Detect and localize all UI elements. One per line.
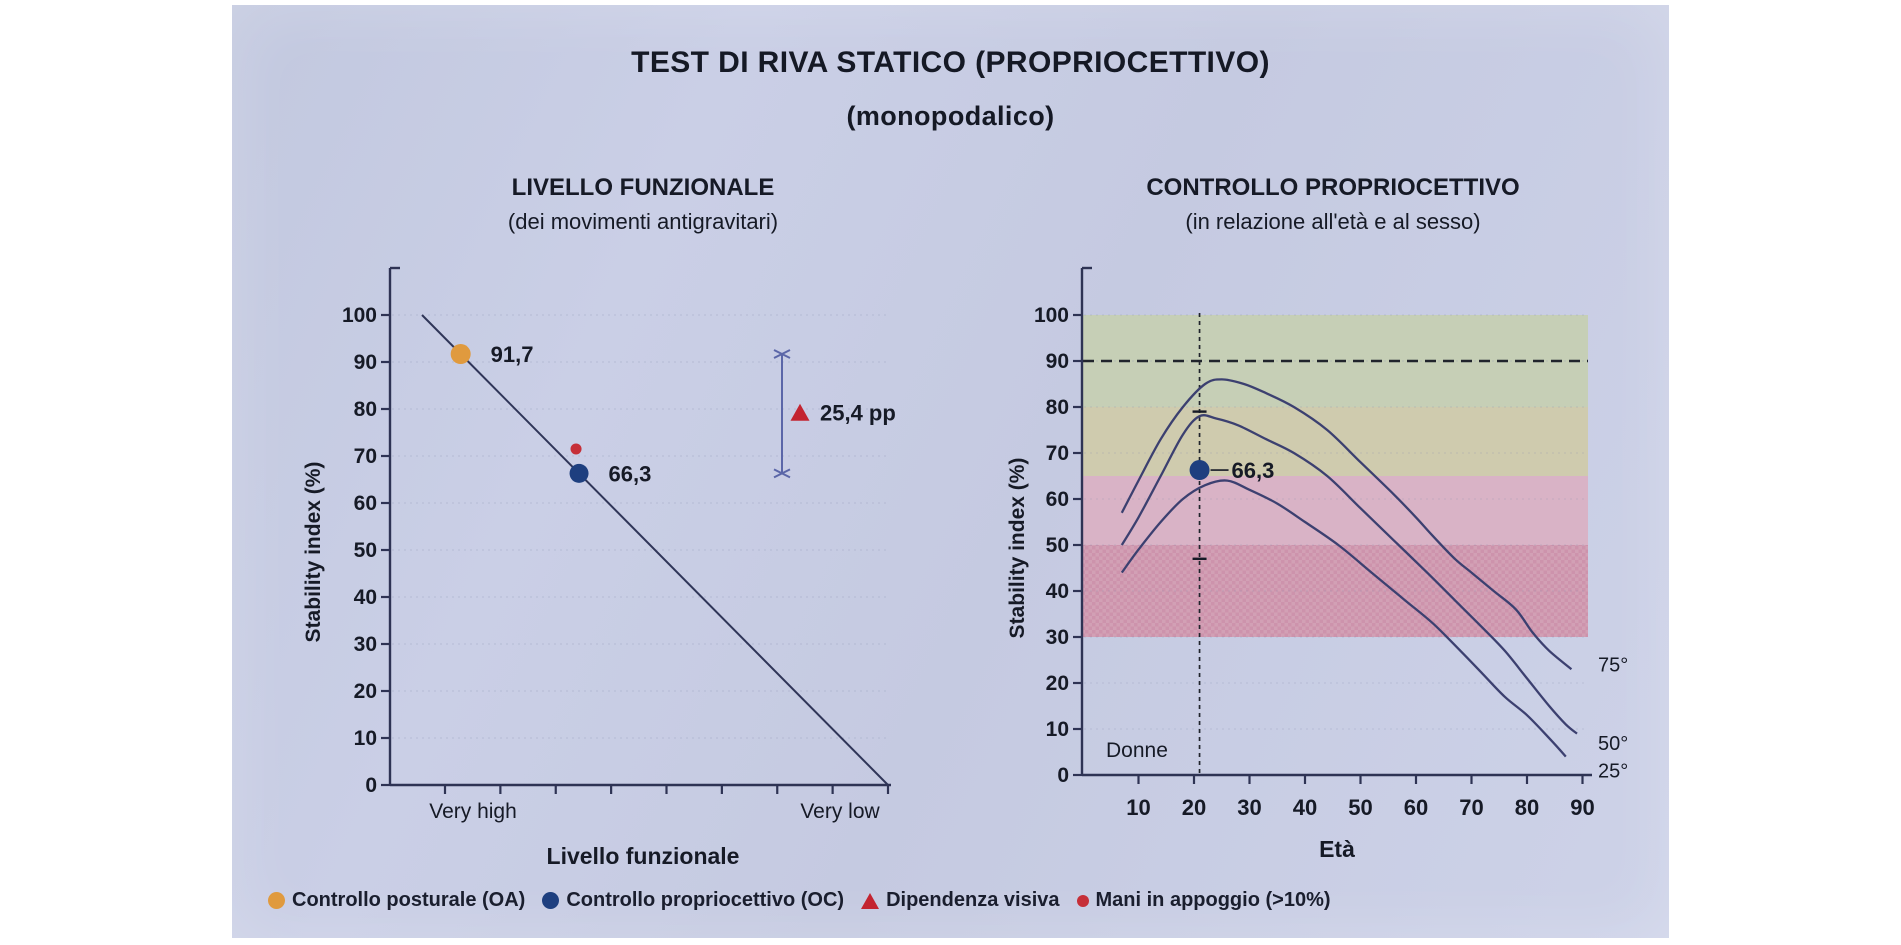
left-chart-title: LIVELLO FUNZIONALE [511,174,775,201]
legend-item-controllo-propriocettivo [542,889,844,912]
page-title: TEST DI RIVA STATICO (PROPRIOCETTIVO) [631,46,1270,79]
percentile-label: 50° [1598,732,1629,755]
difference-label: 25,4 pp [820,400,896,426]
blue-circle-icon [542,892,559,909]
y-tick-label: 30 [353,633,377,656]
y-tick-label: 70 [1045,442,1069,465]
x-axis-title: Età [1319,836,1355,862]
y-tick-label: 60 [1045,488,1069,511]
legend-item-mani-in-appoggio [1077,889,1331,912]
x-category-label-very-low: Very low [800,800,880,823]
right-chart-subtitle: (in relazione all'età e al sesso) [1185,209,1481,234]
patient-data-point [1190,460,1210,480]
page-subtitle: (monopodalico) [846,101,1055,131]
y-tick-label: 60 [353,492,377,515]
right-chart-title: CONTROLLO PROPRIOCETTIVO [1146,174,1520,201]
data-point-circle [451,344,471,364]
y-tick-label: 50 [1045,534,1069,557]
legend-label: Dipendenza visiva [886,889,1060,911]
x-tick-label: 90 [1570,795,1595,820]
y-tick-label: 100 [1033,304,1069,327]
y-tick-label: 30 [1045,626,1069,649]
red-dot-icon [1077,895,1089,907]
orange-circle-icon [268,892,285,909]
percentile-label: 25° [1598,760,1629,783]
y-tick-label: 80 [1045,396,1069,419]
risk-band-texture [1083,545,1588,637]
y-tick-label: 20 [1045,672,1069,695]
data-point-circle [570,464,589,483]
x-axis-title: Livello funzionale [546,843,740,869]
left-chart [302,268,896,869]
x-tick-label: 10 [1126,795,1151,820]
legend-label: Controllo posturale (OA) [292,889,526,911]
left-chart-subtitle: (dei movimenti antigravitari) [507,209,779,234]
data-point-label: 91,7 [490,342,534,368]
data-point-label: 66,3 [608,461,652,487]
legend-label: Controllo propriocettivo (OC) [566,889,845,911]
x-tick-label: 20 [1181,795,1207,820]
y-tick-label: 0 [365,774,377,797]
x-category-label-very-high: Very high [429,800,517,823]
y-tick-label: 0 [1057,764,1069,787]
x-tick-label: 30 [1237,795,1262,820]
y-tick-label: 50 [353,539,377,562]
difference-triangle-marker [791,404,810,421]
legend-item-dipendenza-visiva [861,889,1059,912]
group-label-donne: Donne [1106,739,1168,762]
x-tick-label: 80 [1514,795,1540,820]
percentile-label: 75° [1598,654,1629,677]
legend-item-controllo-posturale [268,889,525,912]
x-tick-label: 70 [1459,795,1484,820]
y-tick-label: 100 [341,304,377,327]
y-tick-label: 20 [353,680,377,703]
x-tick-label: 50 [1348,795,1373,820]
y-axis-title: Stability index (%) [302,461,325,643]
red-triangle-icon [861,893,879,909]
y-tick-label: 70 [353,445,377,468]
y-axis-title: Stability index (%) [1006,457,1029,639]
y-tick-label: 80 [353,398,377,421]
y-tick-label: 90 [353,351,377,374]
patient-value-label: 66,3 [1231,458,1275,484]
right-chart [1006,268,1628,862]
risk-band [1083,476,1588,545]
data-point-circle-small [571,443,582,454]
y-tick-label: 10 [353,727,377,750]
x-tick-label: 60 [1403,795,1429,820]
y-tick-label: 40 [1045,580,1069,603]
x-tick-label: 40 [1292,795,1318,820]
y-tick-label: 40 [353,586,377,609]
legend-label: Mani in appoggio (>10%) [1095,889,1331,911]
y-tick-label: 90 [1045,350,1069,373]
chart-legend [268,889,1331,912]
y-tick-label: 10 [1045,718,1069,741]
